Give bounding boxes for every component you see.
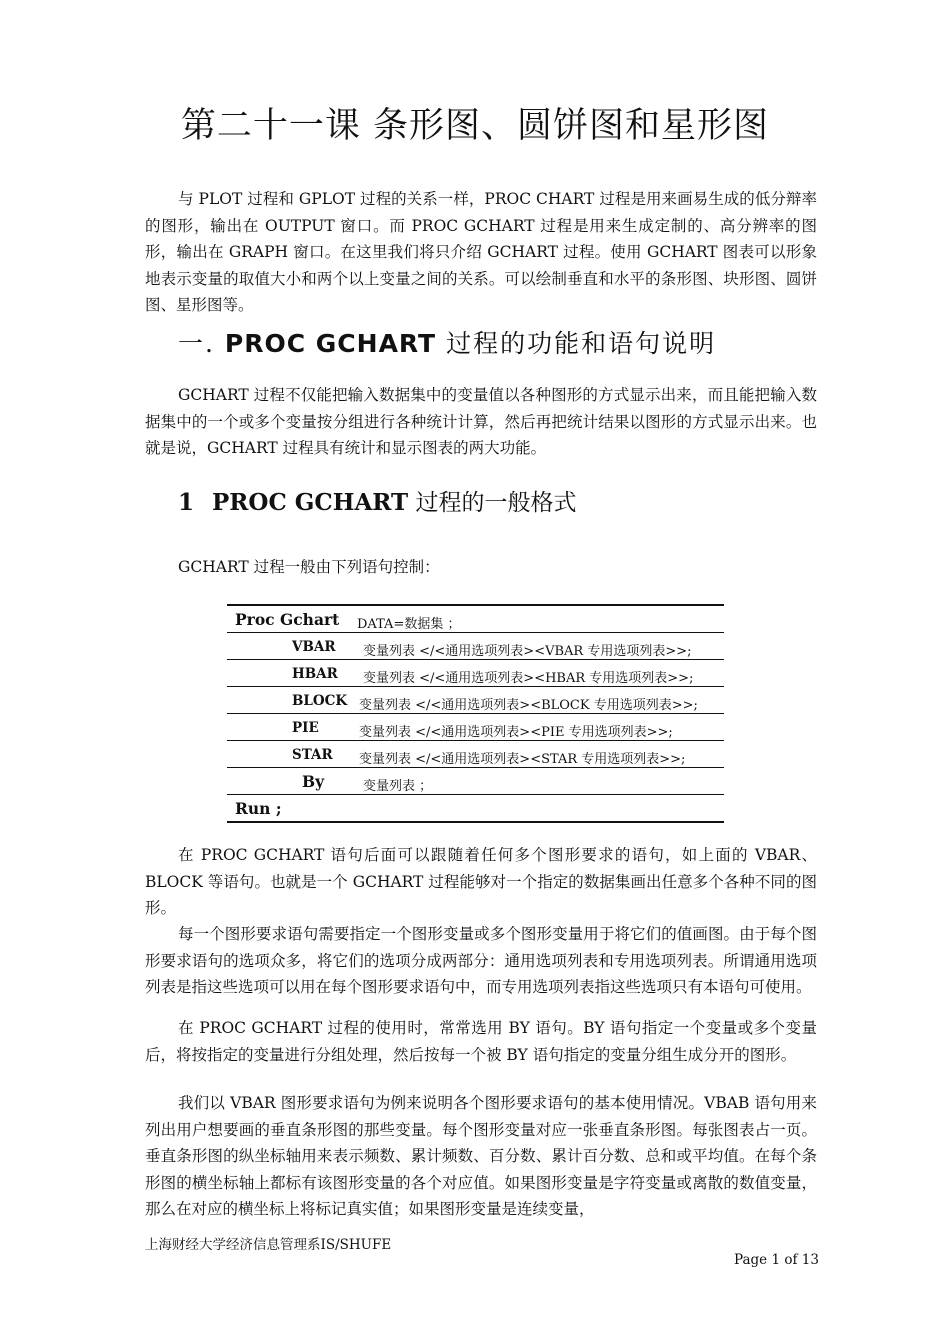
syntax-row-block — [227, 687, 724, 714]
intro-paragraph: 与 PLOT 过程和 GPLOT 过程的关系一样，PROC CHART 过程是用来画易生成的低分辩率的图形，输出在 OUTPUT 窗口。而 PROC GCHART 过程是用来生成定制的、高分辨率的图形，输出在 GRAPH 窗口。在这里我们将只介绍 GCHART 过程。使用 GCHART 图表可以形象地表示变量的取值大小和两个以上变量之间的关系。可以绘制垂直和水平的条形图、块形图、圆饼图、星形图等。 — [145, 190, 817, 314]
syntax-keyword: HBAR — [292, 666, 338, 682]
subsection-number: 1 — [178, 489, 195, 516]
syntax-row-by — [227, 768, 724, 795]
syntax-row-proc — [227, 604, 724, 633]
syntax-keyword: STAR — [292, 747, 333, 763]
syntax-args: 变量列表 </<通用选项列表><BLOCK 专用选项列表>>; — [359, 698, 698, 713]
syntax-table — [227, 604, 724, 823]
section-heading-latin: PROC GCHART — [224, 329, 437, 358]
syntax-row-star — [227, 741, 724, 768]
syntax-row-vbar — [227, 633, 724, 660]
syntax-args: 变量列表 </<通用选项列表><STAR 专用选项列表>>; — [359, 752, 686, 767]
subsection-heading-bold: PROC GCHART — [212, 489, 409, 516]
section-heading — [178, 324, 716, 360]
syntax-args: 变量列表 </<通用选项列表><PIE 专用选项列表>>; — [359, 725, 673, 740]
footer-page-number: Page 1 of 13 — [734, 1252, 819, 1268]
syntax-keyword: Proc Gchart — [235, 610, 340, 629]
syntax-keyword: BLOCK — [292, 693, 348, 709]
body-paragraph: 在 PROC GCHART 过程的使用时，常常选用 BY 语句。BY 语句指定一个变量或多个变量后，将按指定的变量进行分组处理，然后按每一个被 BY 语句指定的变量分组生成分开的图形。 — [145, 1019, 817, 1064]
syntax-args: DATA=数据集 ； — [357, 617, 461, 632]
syntax-keyword: PIE — [292, 720, 319, 736]
syntax-row-pie — [227, 714, 724, 741]
section-paragraph: GCHART 过程不仅能把输入数据集中的变量值以各种图形的方式显示出来，而且能把输入数据集中的一个或多个变量按分组进行各种统计计算，然后再把统计结果以图形的方式显示出来。也就是说，GCHART 过程具有统计和显示图表的两大功能。 — [145, 386, 817, 457]
subsection-heading — [178, 484, 576, 517]
syntax-row-run — [227, 795, 724, 823]
syntax-row-hbar — [227, 660, 724, 687]
footer-institution: 上海财经大学经济信息管理系IS/SHUFE — [145, 1237, 392, 1253]
body-paragraph: 每一个图形要求语句需要指定一个图形变量或多个图形变量用于将它们的值画图。由于每个图形要求语句的选项众多，将它们的选项分成两部分：通用选项列表和专用选项列表。所谓通用选项列表是指这些选项可以用在每个图形要求语句中，而专用选项列表指这些选项只有本语句可使用。 — [145, 925, 817, 996]
page-title: 第二十一课 条形图、圆饼图和星形图 — [180, 106, 770, 146]
syntax-args: 变量列表 ； — [363, 779, 433, 794]
syntax-args: 变量列表 </<通用选项列表><VBAR 专用选项列表>>; — [363, 644, 692, 659]
syntax-intro: GCHART 过程一般由下列语句控制： — [178, 558, 440, 576]
body-paragraph: 在 PROC GCHART 语句后面可以跟随着任何多个图形要求的语句，如上面的 VBAR、BLOCK 等语句。也就是一个 GCHART 过程能够对一个指定的数据集画出任意多个各种不同的图形。 — [145, 846, 817, 917]
subsection-heading-text: 过程的一般格式 — [415, 490, 577, 516]
syntax-keyword: Run ; — [235, 799, 282, 818]
syntax-keyword: VBAR — [292, 639, 336, 655]
section-heading-text: 过程的功能和语句说明 — [446, 329, 717, 358]
section-number: 一. — [178, 329, 215, 358]
syntax-keyword: By — [302, 772, 325, 791]
syntax-args: 变量列表 </<通用选项列表><HBAR 专用选项列表>>; — [363, 671, 694, 686]
body-paragraph: 我们以 VBAR 图形要求语句为例来说明各个图形要求语句的基本使用情况。VBAB 语句用来列出用户想要画的垂直条形图的那些变量。每个图形变量对应一张垂直条形图。每张图表占一页。垂直条形图的纵坐标轴用来表示频数、累计频数、百分数、累计百分数、总和或平均值。在每个条形图的横坐标轴上都标有该图形变量的各个对应值。如果图形变量是字符变量或离散的数值变量，那么在对应的横坐标上将标记真实值；如果图形变量是连续变量， — [145, 1094, 817, 1218]
